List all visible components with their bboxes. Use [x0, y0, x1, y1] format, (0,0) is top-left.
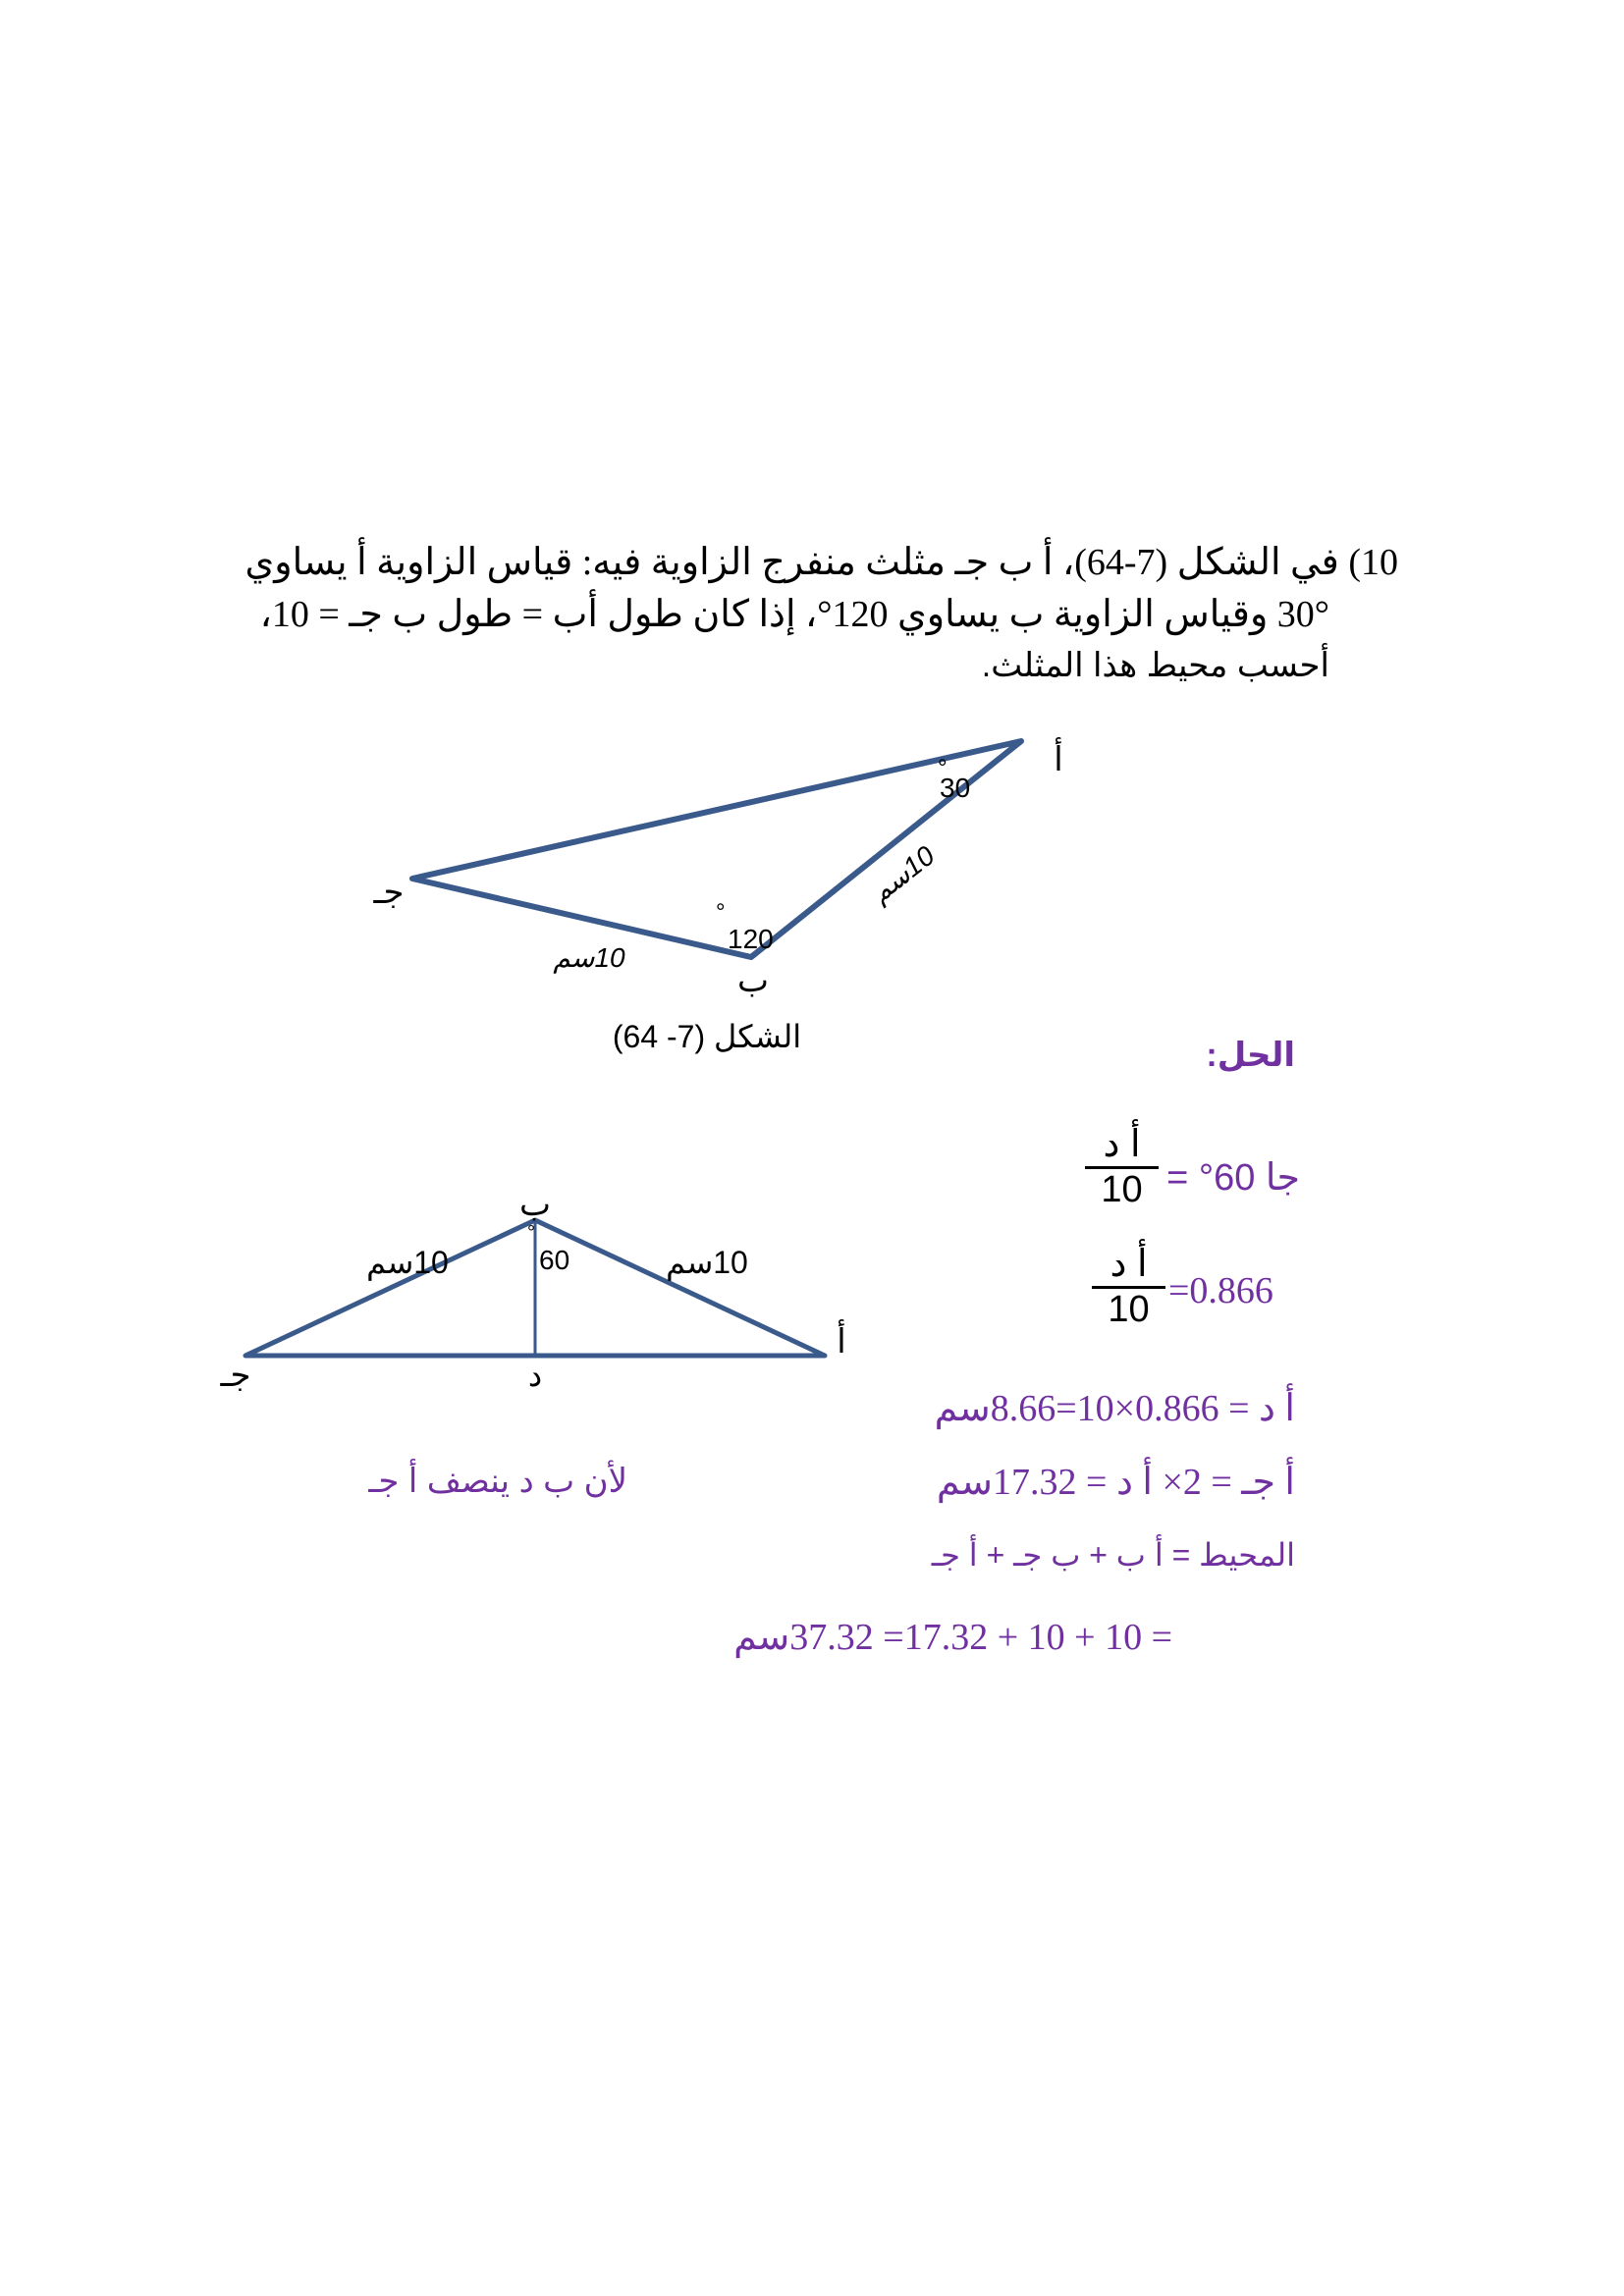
- fig2-side-bc-length: 10سم: [366, 1245, 449, 1280]
- fig2-vertex-b-label: ب: [518, 1186, 552, 1223]
- step-1-left: جا 60° =: [1166, 1157, 1300, 1199]
- side-bc-length: 10سم: [553, 942, 625, 973]
- fig2-vertex-c-label: جـ: [220, 1357, 251, 1394]
- fig2-vertex-a-label: أ: [837, 1323, 846, 1361]
- step-1-denominator: 10: [1101, 1169, 1143, 1210]
- step-5: المحيط = أ ب + ب جـ + أ جـ: [931, 1537, 1295, 1573]
- problem-line-1: 10) في الشكل (7-64)، أ ب جـ مثلث منفرج الزاوية فيه: قياس الزاوية أ يساوي: [244, 542, 1398, 583]
- step-1-numerator: أ د: [1103, 1124, 1141, 1165]
- figure-1-caption: الشكل (7- 64): [612, 1019, 802, 1054]
- problem-line-3: أحسب محيط هذا المثلث.: [981, 647, 1329, 684]
- side-ab-length: 10سم: [864, 839, 941, 909]
- vertex-c-label: جـ: [373, 874, 405, 911]
- angle-a-value: 30: [940, 773, 971, 803]
- vertex-a-label: أ: [1054, 741, 1063, 778]
- vertex-b-label: ب: [736, 962, 770, 999]
- fig2-angle-b-degree: °: [527, 1222, 535, 1244]
- solution-heading: الحل:: [1206, 1037, 1295, 1074]
- fig2-vertex-d-label: د: [527, 1358, 543, 1393]
- step-3: أ د = 0.866×10=8.66سم: [934, 1388, 1295, 1429]
- step-2-numerator: أ د: [1110, 1244, 1148, 1285]
- problem-line-2: 30° وقياس الزاوية ب يساوي 120°، إذا كان طول أب = طول ب جـ = 10،: [259, 594, 1329, 635]
- angle-b-degree: °: [716, 899, 726, 926]
- step-2-left: =0.866: [1168, 1270, 1273, 1311]
- step-4: أ جـ = 2× أ د = 17.32سم: [936, 1462, 1295, 1503]
- fig2-angle-b-value: 60: [539, 1245, 570, 1275]
- step-4-reason: لأن ب د ينصف أ جـ: [368, 1463, 627, 1500]
- angle-b-value: 120: [728, 924, 774, 954]
- step-6: = 10 + 10 + 17.32= 37.32سم: [733, 1617, 1172, 1658]
- step-2-denominator: 10: [1108, 1289, 1150, 1330]
- angle-a-degree: °: [938, 755, 947, 781]
- fig2-side-ab-length: 10سم: [666, 1245, 748, 1280]
